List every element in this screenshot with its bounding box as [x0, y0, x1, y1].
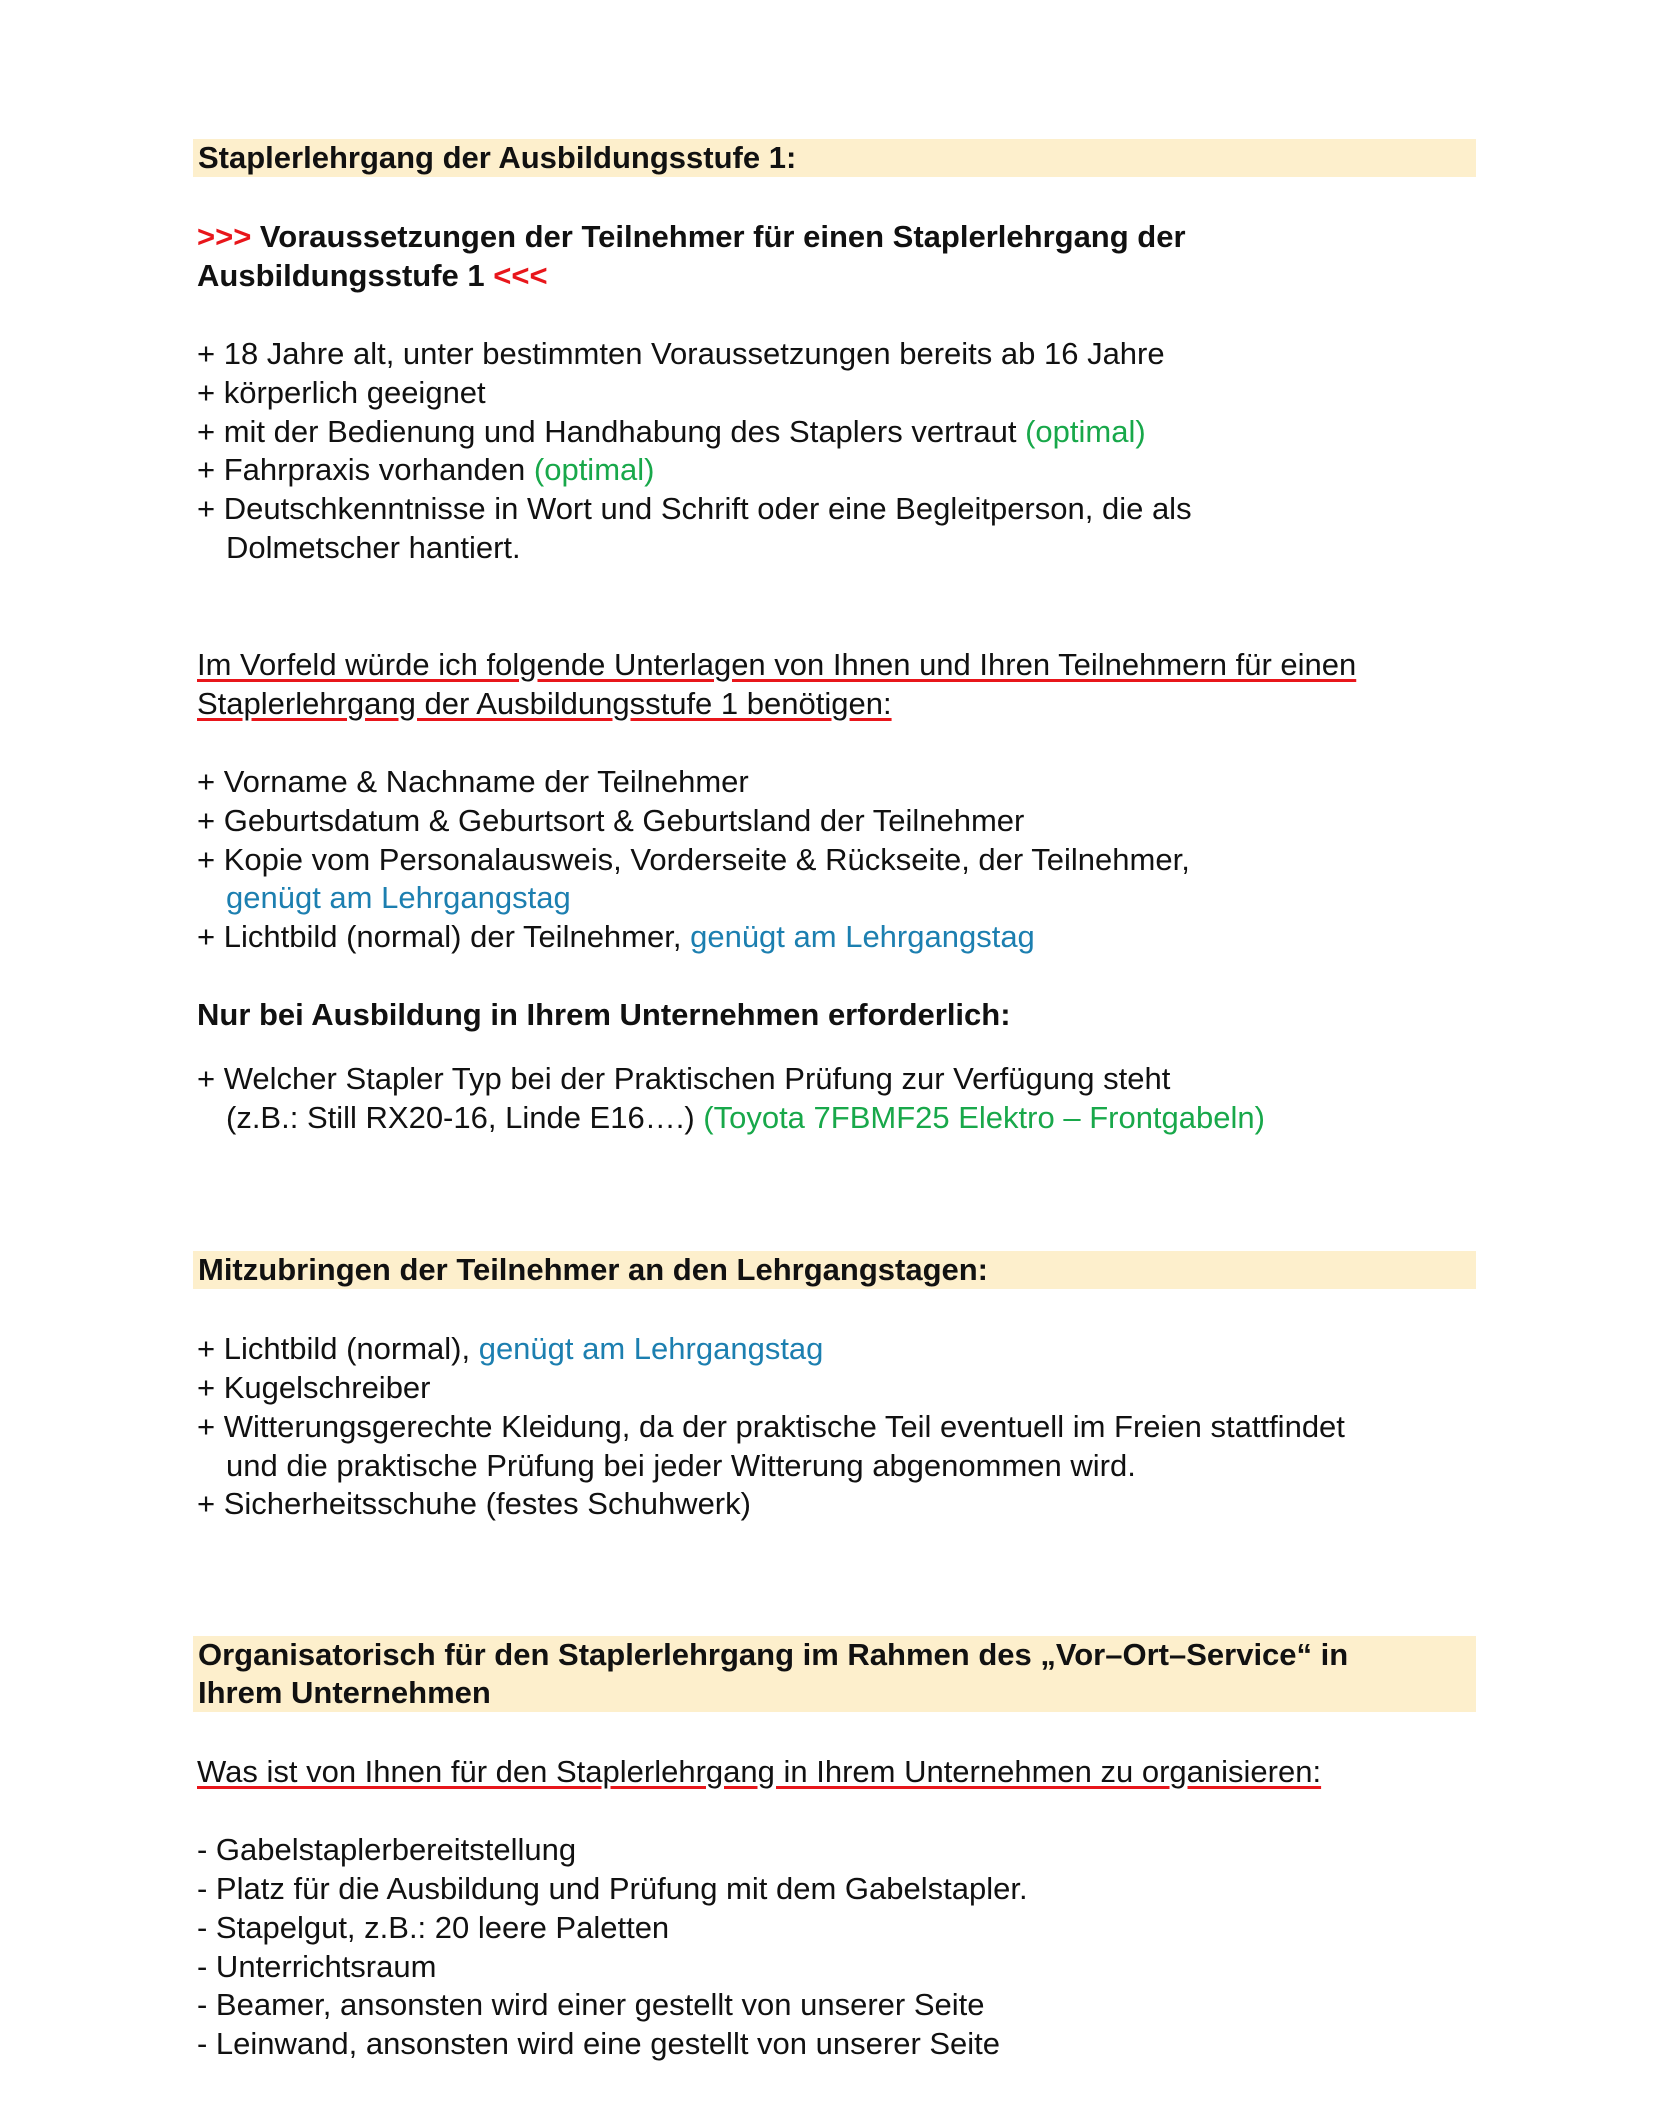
- bring-item: [197, 1368, 431, 1407]
- requirement-text: + Deutschkenntnisse in Wort und Schrift oder eine Begleitperson, die als: [197, 491, 1192, 526]
- bring-text: + Kugelschreiber: [197, 1370, 431, 1405]
- sufficient-on-day-note: genügt am Lehrgangstag: [226, 880, 571, 915]
- organize-item: - Platz für die Ausbildung und Prüfung mit dem Gabelstapler.: [197, 1871, 1028, 1906]
- organize-item: - Unterrichtsraum: [197, 1949, 437, 1984]
- requirement-text: + körperlich geeignet: [197, 375, 486, 410]
- section-heading-bring-along: [193, 1251, 1476, 1289]
- document-item: [197, 917, 1035, 956]
- requirement-text: + 18 Jahre alt, unter bestimmten Voraussetzungen bereits ab 16 Jahre: [197, 336, 1165, 371]
- heading-text-line1: Organisatorisch für den Staplerlehrgang im Rahmen des „Vor–Ort–Service“ in: [198, 1637, 1349, 1672]
- requirement-item: [197, 450, 654, 489]
- requirement-item-continuation: [197, 528, 521, 567]
- document-item-continuation: [197, 878, 571, 917]
- organize-item: - Beamer, ansonsten wird einer gestellt von unserer Seite: [197, 1987, 985, 2022]
- organize-question: Was ist von Ihnen für den Staplerlehrgang in Ihrem Unternehmen zu organisieren:: [197, 1754, 1322, 1789]
- bring-text: + Witterungsgerechte Kleidung, da der praktische Teil eventuell im Freien stattfindet: [197, 1409, 1345, 1444]
- bring-item: [197, 1329, 823, 1368]
- requirement-item: [197, 373, 486, 412]
- sufficient-on-day-note: genügt am Lehrgangstag: [690, 919, 1035, 954]
- requirement-item: [197, 412, 1146, 451]
- optional-note: (optimal): [533, 452, 655, 487]
- document-item: [197, 840, 1190, 879]
- requirement-text: Dolmetscher hantiert.: [226, 530, 521, 565]
- organize-item: - Stapelgut, z.B.: 20 leere Paletten: [197, 1910, 670, 1945]
- heading-text-line2: Ihrem Unternehmen: [198, 1675, 491, 1710]
- document-item: [197, 801, 1024, 840]
- heading-text: Staplerlehrgang der Ausbildungsstufe 1:: [198, 140, 797, 175]
- documents-intro-line1: Im Vorfeld würde ich folgende Unterlagen von Ihnen und Ihren Teilnehmern für einen: [197, 647, 1357, 682]
- bring-text: + Sicherheitsschuhe (festes Schuhwerk): [197, 1486, 751, 1521]
- company-only-item-continuation: [197, 1098, 1265, 1137]
- forklift-model-note: (Toyota 7FBMF25 Elektro – Frontgabeln): [703, 1100, 1265, 1135]
- bring-text: + Lichtbild (normal),: [197, 1331, 479, 1366]
- prerequisites-heading-line1: [197, 217, 1186, 256]
- arrow-close: <<<: [493, 258, 548, 293]
- bring-text: und die praktische Prüfung bei jeder Witterung abgenommen wird.: [226, 1448, 1136, 1483]
- arrow-open: >>>: [197, 219, 252, 254]
- bring-item: [197, 1484, 751, 1523]
- organize-item: - Leinwand, ansonsten wird eine gestellt von unserer Seite: [197, 2026, 1001, 2061]
- prereq-text-1: Voraussetzungen der Teilnehmer für einen Staplerlehrgang der: [251, 219, 1186, 254]
- example-text: (z.B.: Still RX20-16, Linde E16….): [226, 1100, 704, 1135]
- section-heading-on-site-service: [193, 1636, 1476, 1712]
- document-text: + Kopie vom Personalausweis, Vorderseite & Rückseite, der Teilnehmer,: [197, 842, 1190, 877]
- prerequisites-heading-line2: [197, 256, 548, 295]
- requirement-item: [197, 489, 1192, 528]
- company-only-item: + Welcher Stapler Typ bei der Praktischen Prüfung zur Verfügung steht: [197, 1061, 1171, 1096]
- organize-item: - Gabelstaplerbereitstellung: [197, 1832, 577, 1867]
- sufficient-on-day-note: genügt am Lehrgangstag: [478, 1331, 824, 1366]
- optional-note: (optimal): [1025, 414, 1146, 449]
- document-text: + Geburtsdatum & Geburtsort & Geburtsland der Teilnehmer: [197, 803, 1025, 838]
- requirement-item: [197, 334, 1165, 373]
- heading-text: Mitzubringen der Teilnehmer an den Lehrgangstagen:: [198, 1252, 989, 1287]
- document-item: [197, 762, 749, 801]
- requirement-text: + Fahrpraxis vorhanden: [197, 452, 534, 487]
- bring-item-continuation: [197, 1446, 1136, 1485]
- document-text: + Vorname & Nachname der Teilnehmer: [197, 764, 749, 799]
- bring-item: [197, 1407, 1345, 1446]
- document-text: + Lichtbild (normal) der Teilnehmer,: [197, 919, 691, 954]
- company-only-heading: Nur bei Ausbildung in Ihrem Unternehmen erforderlich:: [197, 997, 1011, 1032]
- section-heading-training-level-1: [193, 139, 1476, 177]
- documents-intro-line2: Staplerlehrgang der Ausbildungsstufe 1 benötigen:: [197, 686, 892, 721]
- prereq-text-2: Ausbildungsstufe 1: [197, 258, 494, 293]
- requirement-text: + mit der Bedienung und Handhabung des Staplers vertraut: [197, 414, 1026, 449]
